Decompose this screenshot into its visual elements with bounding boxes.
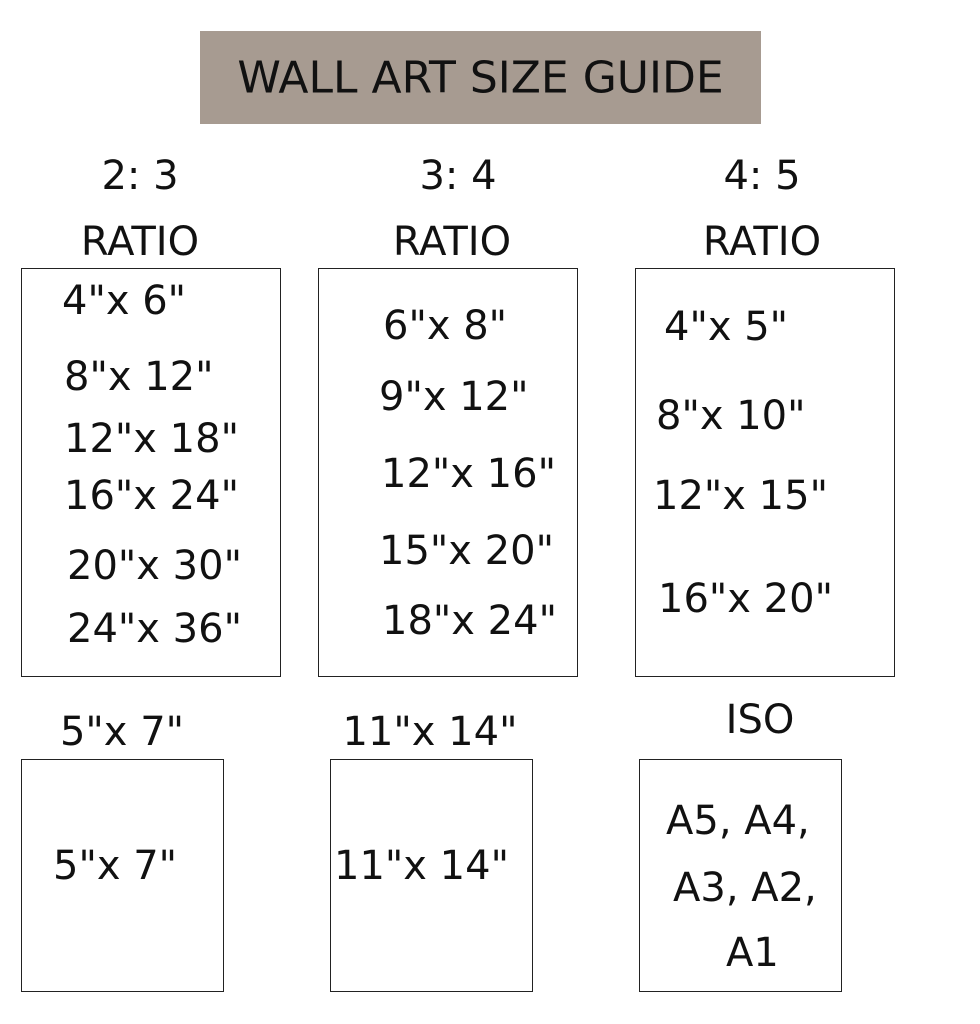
iso-box xyxy=(639,759,842,992)
title-banner xyxy=(200,31,761,124)
size-item: 24"x 36" xyxy=(67,606,242,652)
size-item: 12"x 18" xyxy=(64,416,239,462)
size-item: 16"x 20" xyxy=(658,576,833,622)
iso-line: A1 xyxy=(726,930,779,976)
ratio-2-3-heading: 2: 3 xyxy=(101,153,179,199)
size-item: 4"x 5" xyxy=(664,304,789,350)
size-item: 11"x 14" xyxy=(334,843,509,889)
size-item: 5"x 7" xyxy=(53,843,178,889)
ratio-2-3-label: RATIO xyxy=(80,219,200,265)
size-item: 8"x 10" xyxy=(656,393,806,439)
size-item: 15"x 20" xyxy=(379,528,554,574)
ratio-3-4-heading: 3: 4 xyxy=(419,153,497,199)
ratio-2-3-box xyxy=(21,268,281,677)
size-item: 16"x 24" xyxy=(64,473,239,519)
size-item: 8"x 12" xyxy=(64,354,214,400)
ratio-3-4-box xyxy=(318,268,578,677)
iso-line: A3, A2, xyxy=(673,865,817,911)
size-item: 9"x 12" xyxy=(379,374,529,420)
iso-heading: ISO xyxy=(725,697,795,743)
size-item: 12"x 15" xyxy=(653,473,828,519)
size-11x14-box xyxy=(330,759,533,992)
ratio-4-5-heading: 4: 5 xyxy=(723,153,801,199)
size-5x7-box xyxy=(21,759,224,992)
ratio-3-4-label: RATIO xyxy=(392,219,512,265)
size-item: 18"x 24" xyxy=(382,598,557,644)
size-5x7-heading: 5"x 7" xyxy=(59,709,185,755)
ratio-4-5-label: RATIO xyxy=(702,219,822,265)
size-item: 12"x 16" xyxy=(381,451,556,497)
ratio-4-5-box xyxy=(635,268,895,677)
iso-line: A5, A4, xyxy=(666,798,810,844)
page-title: WALL ART SIZE GUIDE xyxy=(237,52,724,103)
size-item: 4"x 6" xyxy=(62,278,187,324)
size-item: 20"x 30" xyxy=(67,543,242,589)
size-item: 6"x 8" xyxy=(383,303,508,349)
size-11x14-heading: 11"x 14" xyxy=(342,709,518,755)
